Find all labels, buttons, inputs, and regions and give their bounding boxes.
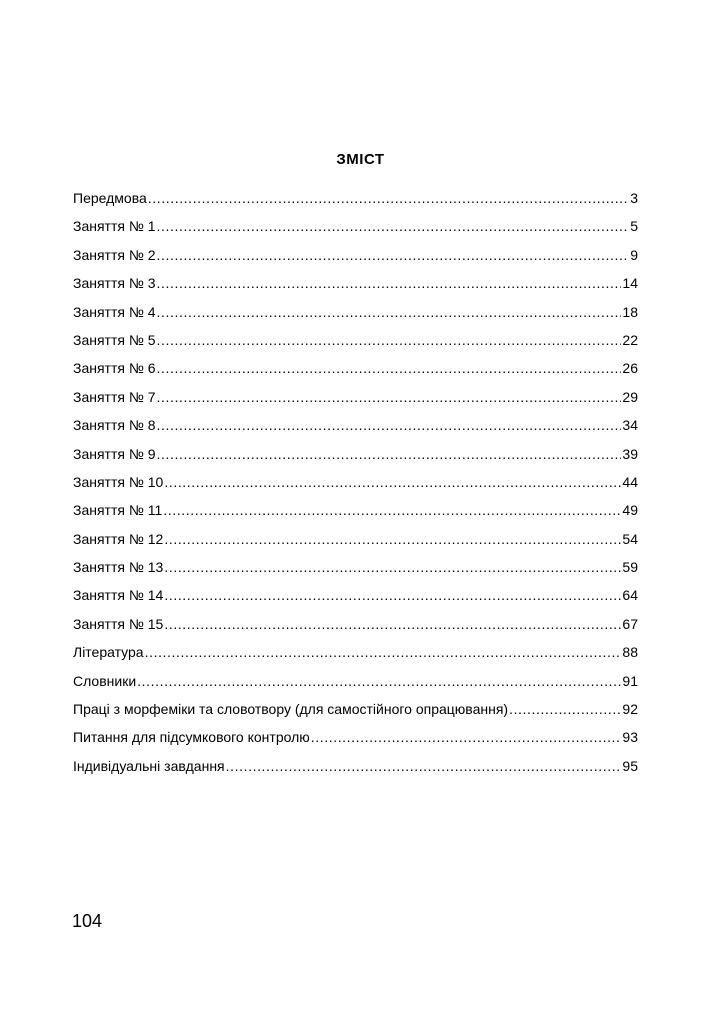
toc-entry-lesson-12	[73, 531, 638, 559]
toc-entry-lesson-15	[73, 616, 638, 644]
toc-entry-page: 64	[622, 587, 638, 604]
toc-entry-lesson-6	[73, 360, 638, 388]
toc-entry-lesson-9	[73, 446, 638, 474]
toc-dot-leader	[164, 616, 621, 632]
toc-dot-leader	[157, 389, 622, 405]
toc-dot-leader	[311, 729, 622, 745]
toc-entry-page: 91	[622, 672, 638, 689]
toc-entry-lesson-3	[73, 275, 638, 303]
toc-entry-title: Заняття № 2	[73, 246, 156, 263]
toc-entry-page: 44	[622, 473, 638, 490]
toc-entry-page: 29	[622, 388, 638, 405]
toc-dot-leader	[157, 218, 630, 234]
toc-entry-title: Заняття № 11	[73, 502, 163, 519]
toc-entry-page: 67	[622, 615, 638, 632]
toc-entry-title: Індивідуальні завдання	[73, 757, 225, 774]
toc-entry-page: 59	[622, 559, 638, 576]
toc-entry-lesson-1	[73, 218, 638, 246]
toc-entry-title: Праці з морфеміки та словотвору (для самостійного опрацювання)	[73, 701, 509, 718]
toc-entry-dictionaries	[73, 673, 638, 701]
toc-entry-title: Заняття № 15	[73, 615, 164, 632]
toc-dot-leader	[164, 474, 621, 490]
toc-entry-title: Заняття № 9	[73, 445, 156, 462]
toc-entry-lesson-11	[73, 502, 638, 530]
toc-entry-title: Заняття № 3	[73, 275, 156, 292]
toc-entry-page: 22	[622, 331, 638, 348]
toc-entry-title: Питання для підсумкового контролю	[73, 729, 310, 746]
toc-entry-lesson-4	[73, 304, 638, 332]
toc-entry-title: Передмова	[73, 190, 147, 206]
toc-entry-literature	[73, 644, 638, 672]
toc-entry-title: Заняття № 14	[73, 587, 164, 604]
toc-entry-works-morphemics	[73, 701, 638, 729]
toc-entry-title: Заняття № 8	[73, 417, 156, 434]
table-of-contents	[73, 190, 638, 786]
toc-entry-title: Література	[73, 644, 144, 661]
toc-dot-leader	[157, 332, 622, 348]
toc-entry-page: 9	[630, 246, 638, 263]
toc-entry-page: 88	[622, 644, 638, 661]
toc-entry-individual-tasks	[73, 758, 638, 786]
toc-dot-leader	[137, 673, 621, 689]
toc-entry-preface	[73, 190, 638, 218]
page-title: ЗМІСТ	[336, 151, 385, 168]
toc-dot-leader	[164, 559, 621, 575]
toc-entry-page: 18	[622, 303, 638, 320]
toc-dot-leader	[157, 360, 622, 376]
toc-dot-leader	[157, 446, 622, 462]
toc-entry-lesson-10	[73, 474, 638, 502]
toc-entry-title: Словники	[73, 672, 137, 689]
toc-dot-leader	[145, 644, 622, 660]
toc-dot-leader	[148, 190, 629, 206]
toc-dot-leader	[163, 502, 621, 518]
toc-entry-title: Заняття № 5	[73, 331, 156, 348]
toc-entry-title: Заняття № 10	[73, 473, 164, 490]
toc-dot-leader	[157, 275, 622, 291]
toc-entry-page: 3	[630, 190, 638, 206]
toc-entry-page: 95	[622, 757, 638, 774]
toc-entry-lesson-7	[73, 389, 638, 417]
toc-dot-leader	[157, 417, 622, 433]
toc-entry-lesson-5	[73, 332, 638, 360]
toc-entry-lesson-8	[73, 417, 638, 445]
toc-entry-title: Заняття № 4	[73, 303, 156, 320]
toc-entry-lesson-2	[73, 247, 638, 275]
toc-entry-final-control-questions	[73, 729, 638, 757]
toc-entry-page: 26	[622, 360, 638, 377]
toc-entry-title: Заняття № 7	[73, 388, 156, 405]
toc-entry-page: 14	[622, 275, 638, 292]
toc-entry-title: Заняття № 1	[73, 218, 156, 235]
toc-entry-page: 5	[630, 218, 638, 235]
toc-entry-title: Заняття № 6	[73, 360, 156, 377]
toc-dot-leader	[509, 701, 621, 717]
toc-entry-title: Заняття № 13	[73, 559, 164, 576]
page-number: 104	[72, 911, 103, 931]
toc-dot-leader	[226, 758, 622, 774]
toc-entry-lesson-13	[73, 559, 638, 587]
toc-entry-page: 54	[622, 530, 638, 547]
toc-dot-leader	[157, 247, 630, 263]
toc-dot-leader	[164, 587, 621, 603]
toc-entry-page: 93	[622, 729, 638, 746]
toc-entry-page: 92	[622, 701, 638, 718]
toc-entry-page: 49	[622, 502, 638, 519]
toc-dot-leader	[164, 531, 621, 547]
toc-entry-page: 34	[622, 417, 638, 434]
toc-dot-leader	[157, 304, 622, 320]
toc-entry-lesson-14	[73, 587, 638, 615]
toc-entry-title: Заняття № 12	[73, 530, 164, 547]
toc-entry-page: 39	[622, 445, 638, 462]
